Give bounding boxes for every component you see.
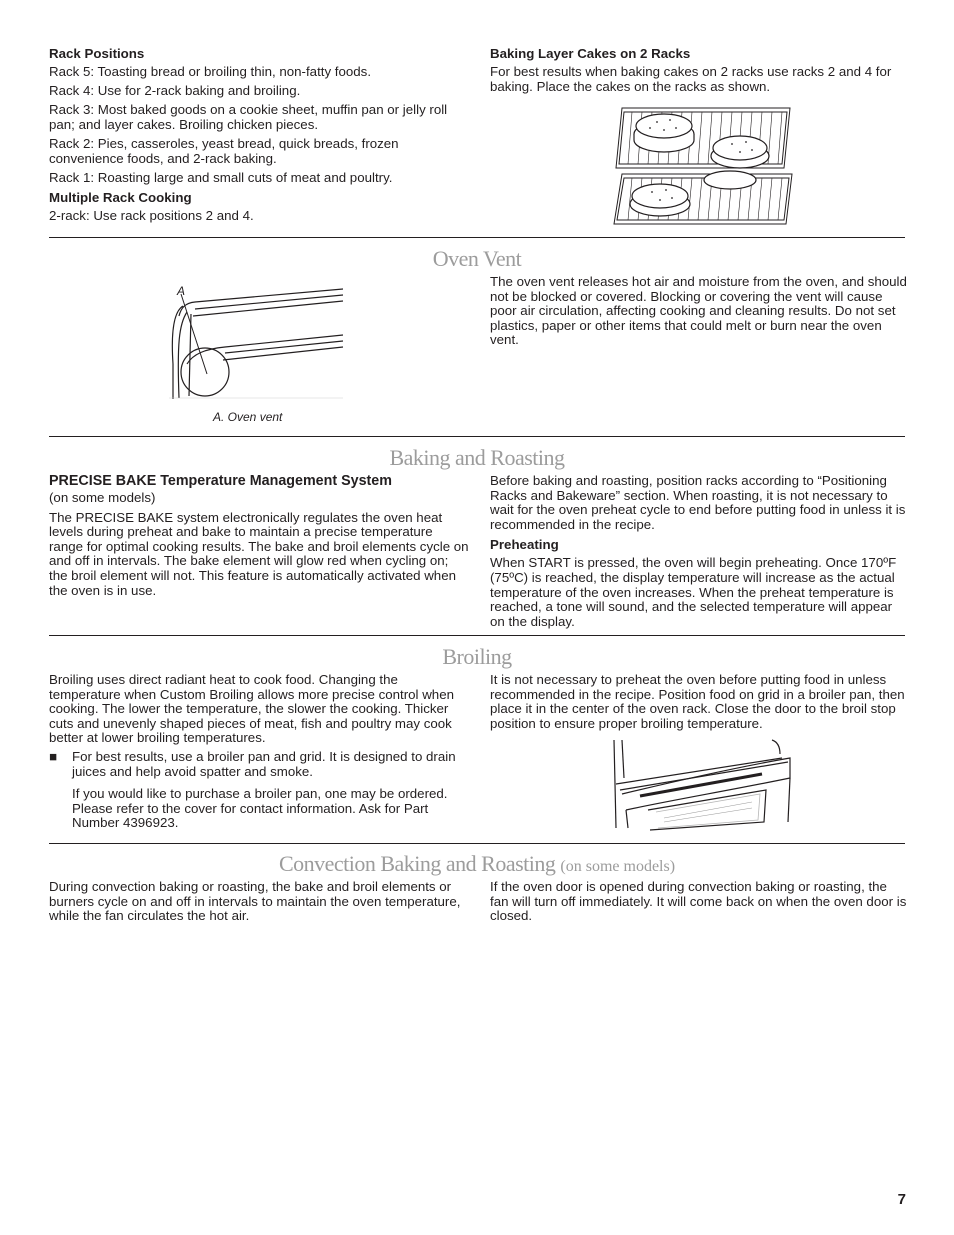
broiling-title: Broiling [442, 644, 512, 669]
convection-left-text: During convection baking or roasting, the bake and broil elements or burners cycle on and off in intervals to maintain the oven temperature, while the fan circulates the hot air. [49, 879, 461, 924]
multiple-rack-heading: Multiple Rack Cooking [49, 190, 192, 206]
rack-3-text: Rack 3: Most baked goods on a cookie sheet, muffin pan or jelly roll pan; and layer cakes. Broiling chicken pieces. [49, 102, 448, 132]
baking-roasting-title: Baking and Roasting [389, 445, 565, 470]
broiling-intro-text: Broiling uses direct radiant heat to cook food. Changing the temperature when Custom Broiling allows more precise control when cooking. The lower the temperature, the slower the cooking. Thicker cuts and unevenly shaped pieces of meat, fish and poultry may cook better at lower broiling temperatures. [49, 672, 454, 746]
broil-stop-door-illustration [612, 738, 792, 830]
broiler-pan-text: For best results, use a broiler pan and grid. It is designed to drain juices and help avoid spatter and smoke. [72, 748, 456, 779]
broiler-pan-order-text: If you would like to purchase a broiler pan, one may be ordered. Please refer to the cover for contact information. Ask for Part Number 4396923. [72, 786, 448, 831]
broiler-pan-bullet [49, 750, 469, 779]
multiple-rack-text: 2-rack: Use rack positions 2 and 4. [49, 208, 254, 224]
precise-bake-note: (on some models) [49, 490, 156, 505]
oven-vent-illustration [165, 284, 345, 404]
convection-right-text: If the oven door is opened during convection baking or roasting, the fan will turn off immediately. It will come back on when the oven door is closed. [490, 879, 907, 924]
broiling-left-column [49, 673, 469, 836]
convection-title-note: (on some models) [560, 858, 676, 875]
oven-vent-caption: A. Oven vent [213, 410, 283, 424]
layer-cakes-text: For best results when baking cakes on 2 racks use racks 2 and 4 for baking. Place the cakes on the racks as shown. [490, 64, 892, 94]
layer-cakes-column [490, 46, 908, 99]
broiling-right-column [490, 673, 908, 736]
rack-4-text: Rack 4: Use for 2-rack baking and broiling. [49, 83, 301, 99]
oven-vent-text-column [490, 275, 908, 353]
oven-vent-title: Oven Vent [432, 246, 522, 271]
rack-positions-column [49, 46, 469, 228]
baking-roasting-right-column [490, 474, 908, 634]
section-divider [49, 635, 905, 636]
bullet-marker: ■ [49, 748, 58, 764]
rack-1-text: Rack 1: Roasting large and small cuts of meat and poultry. [49, 169, 393, 185]
layer-cakes-heading: Baking Layer Cakes on 2 Racks [490, 46, 691, 61]
rack-positions-heading: Rack Positions [49, 46, 145, 61]
broiling-instructions-text: It is not necessary to preheat the oven before putting food in unless recommended in the recipe. Position food on grid in a broiler pan, then place it in the center of the oven rack. Close the door to the broil stop position to ensure proper broiling temperature. [490, 672, 905, 731]
two-rack-cakes-illustration [612, 104, 797, 228]
convection-right-column [490, 880, 908, 928]
oven-vent-text: The oven vent releases hot air and moisture from the oven, and should not be blocked or covered. Blocking or covering the vent will cause poor air circulation, affecting cooking and cleaning results. Do not set plastics, paper or other items that could melt or burn near the oven vent. [490, 274, 907, 348]
preheating-text: When START is pressed, the oven will begin preheating. Once 170ºF (75ºC) is reached, the display temperature will increase as the actual temperature of the oven increases. When the preheat temperature is reached, a tone will sound, and the selected temperature will appear on the display. [490, 555, 897, 629]
convection-title-text: Convection Baking and Roasting [278, 851, 556, 876]
rack-2-text: Rack 2: Pies, casseroles, yeast bread, quick breads, frozen convenience foods, and 2-rack baking. [49, 136, 399, 166]
vent-callout-label: A [177, 284, 186, 298]
convection-title [0, 851, 954, 877]
precise-bake-text: The PRECISE BAKE system electronically regulates the oven heat levels during preheat and bake to maintain a precise temperature range for optimal cooking results. The bake and broil elements cycle on and off in intervals. The bake element will glow red when cycling on; the broil element will not. This feature is automatically activated when the oven is in use. [49, 509, 469, 598]
rack-5-text: Rack 5: Toasting bread or broiling thin, non-fatty foods. [49, 64, 372, 79]
precise-bake-column [49, 474, 469, 603]
precise-bake-heading: PRECISE BAKE Temperature Management System [49, 473, 392, 489]
baking-roasting-intro-text: Before baking and roasting, position racks according to “Positioning Racks and Bakeware” section. When roasting, it is not necessary to wait for the oven preheat cycle to end before putting food in unless it is recommended in the recipe. [490, 473, 906, 532]
preheating-heading: Preheating [490, 537, 559, 553]
page-number: 7 [897, 1191, 906, 1208]
section-divider [49, 843, 905, 844]
convection-left-column [49, 880, 469, 928]
section-divider [49, 237, 905, 238]
section-divider [49, 436, 905, 437]
